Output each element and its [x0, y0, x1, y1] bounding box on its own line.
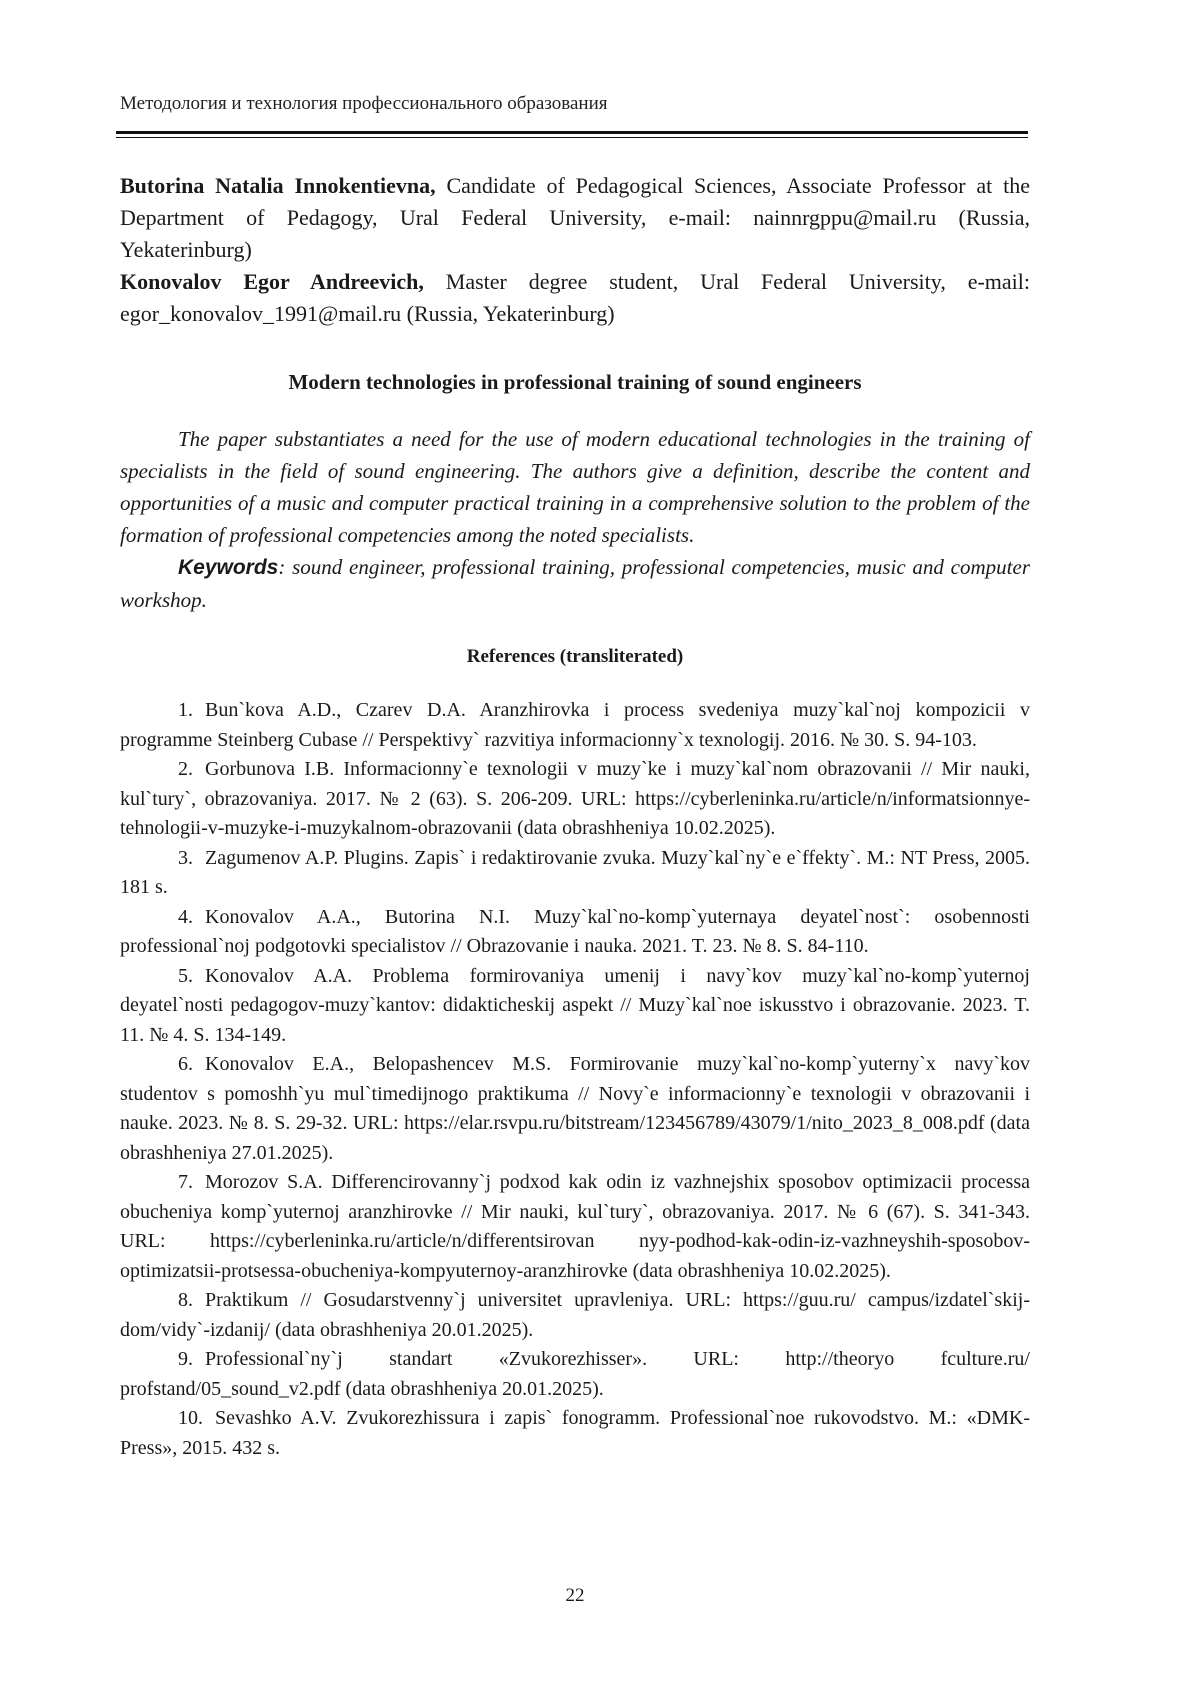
- reference-text: Konovalov A.A. Problema formirovaniya umenij i navy`kov muzy`kal`no-komp`yuternoj deyatel`nosti pedagogov-muzy`kantov: didakticheskij aspekt // Muzy`kal`noe iskusstvo i obrazovanie. 2023. T. 11. № 4. S. 134-149.: [120, 964, 1030, 1046]
- reference-number: 4.: [178, 905, 193, 928]
- reference-text: Praktikum // Gosudarstvenny`j universitet upravleniya. URL: https://guu.ru/ campus/izdatel`skij-dom/vidy`-izdanij/ (data obrashheniya 20.01.2025).: [120, 1289, 1030, 1341]
- reference-number: 2.: [178, 758, 193, 780]
- author-name-2: Konovalov Egor Andreevich,: [120, 269, 424, 294]
- header-rule-thick: [116, 131, 1028, 134]
- references-list: [120, 696, 1030, 1463]
- reference-item: [120, 1345, 1030, 1404]
- reference-text: Bun`kova A.D., Czarev D.A. Aranzhirovka i process svedeniya muzy`kal`noj kompozicii v programme Steinberg Cubase // Perspektivy` razvitiya informacionny`x texnologij. 2016. № 30. S. 94-103.: [120, 699, 1030, 751]
- reference-number: 5.: [178, 964, 193, 987]
- author-name-1: Butorina Natalia Innokentievna,: [120, 173, 436, 198]
- reference-number: 8.: [178, 1289, 193, 1311]
- reference-item: [120, 1050, 1030, 1168]
- reference-number: 3.: [178, 846, 193, 869]
- reference-text: Konovalov A.A., Butorina N.I. Muzy`kal`no-komp`yuternaya deyatel`nost`: osobennosti professional`noj podgotovki specialistov // Obrazovanie i nauka. 2021. T. 23. № 8. S. 84-110.: [120, 905, 1030, 957]
- reference-item: [120, 1286, 1030, 1345]
- header-rule-thin: [116, 137, 1028, 138]
- reference-text: Konovalov E.A., Belopashencev M.S. Formirovanie muzy`kal`no-komp`yuterny`x navy`kov studentov s pomoshh`yu mul`timedijnogo praktikuma // Novy`e informacionny`e texnologii v obrazovanii i nauke. 2023. № 8. S. 29-32. URL: https://elar.rsvpu.ru/bitstream/123456789/43079/1/nito_2023_8_008.pdf (data obrashheniya 27.01.2025).: [120, 1053, 1030, 1164]
- reference-item: [120, 962, 1030, 1051]
- reference-item: [120, 755, 1030, 844]
- keywords-label: Keywords: [178, 556, 279, 579]
- keywords: [120, 551, 1030, 616]
- reference-number: 9.: [178, 1348, 193, 1370]
- author-details-2: Master degree student, Ural Federal University, e-mail: egor_konovalov_1991@mail.ru (Russia, Yekaterinburg): [120, 269, 1031, 326]
- reference-text: Gorbunova I.B. Informacionny`e texnologii v muzy`ke i muzy`kal`nom obrazovanii // Mir nauki, kul`tury`, obrazovaniya. 2017. № 2 (63). S. 206-209. URL: https://cyberleninka.ru/article/n/informatsionnye-tehnologii-v-muzyke-i-muzykalnom-obrazovanii (data obrashheniya 10.02.2025).: [120, 758, 1030, 839]
- running-header: Методология и технология профессионального образования: [120, 93, 608, 114]
- reference-text: Sevashko A.V. Zvukorezhissura i zapis` fonogramm. Professional`noe rukovodstvo. M.: «DMK-Press», 2015. 432 s.: [120, 1407, 1030, 1459]
- journal-page: [120, 0, 1030, 1698]
- reference-number: 6.: [178, 1053, 193, 1075]
- reference-item: [120, 696, 1030, 755]
- page-content: [120, 170, 1030, 1463]
- reference-text: Professional`ny`j standart «Zvukorezhisser». URL: http://theoryo fculture.ru/ profstand/05_sound_v2.pdf (data obrashheniya 20.01.2025).: [120, 1348, 1030, 1400]
- reference-item: [120, 844, 1030, 903]
- reference-item: [120, 903, 1030, 962]
- reference-text: Morozov S.A. Differencirovanny`j podxod kak odin iz vazhnejshix sposobov optimizacii processa obucheniya komp`yuternoj aranzhirovke // Mir nauki, kul`tury`, obrazovaniya. 2017. № 6 (67). S. 341-343. URL: https://cyberleninka.ru/article/n/differentsirovan nyy-podhod-kak-odin-iz-vazhneyshih-sposobov-optimizatsii-protsessa-obucheniya-kompyuternoy-aranzhirovke (data obrashheniya 10.02.2025).: [120, 1171, 1030, 1282]
- references-heading: References (transliterated): [466, 646, 684, 667]
- reference-text: Zagumenov A.P. Plugins. Zapis` i redaktirovanie zvuka. Muzy`kal`ny`e e`ffekty`. M.: NT Press, 2005. 181 s.: [120, 846, 1030, 898]
- reference-number: 7.: [178, 1171, 193, 1193]
- reference-number: 10.: [178, 1407, 203, 1429]
- reference-number: 1.: [178, 699, 193, 721]
- author-info-1: [120, 170, 1030, 266]
- article-title: Modern technologies in professional training of sound engineers: [288, 370, 862, 394]
- author-info-2: [120, 266, 1030, 330]
- page-number: 22: [565, 1585, 585, 1606]
- keywords-text: : sound engineer, professional training, professional competencies, music and computer workshop.: [120, 555, 1030, 612]
- reference-item: [120, 1404, 1030, 1463]
- author-details-1: Candidate of Pedagogical Sciences, Associate Professor at the Department of Pedagogy, Ural Federal University, e-mail: nainnrgppu@mail.ru (Russia, Yekaterinburg): [120, 173, 1030, 262]
- reference-item: [120, 1168, 1030, 1286]
- abstract: The paper substantiates a need for the use of modern educational technologies in the training of specialists in the field of sound engineering. The authors give a definition, describe the content and opportunities of a music and computer practical training in a comprehensive solution to the problem of the formation of professional competencies among the noted specialists.: [120, 427, 1030, 547]
